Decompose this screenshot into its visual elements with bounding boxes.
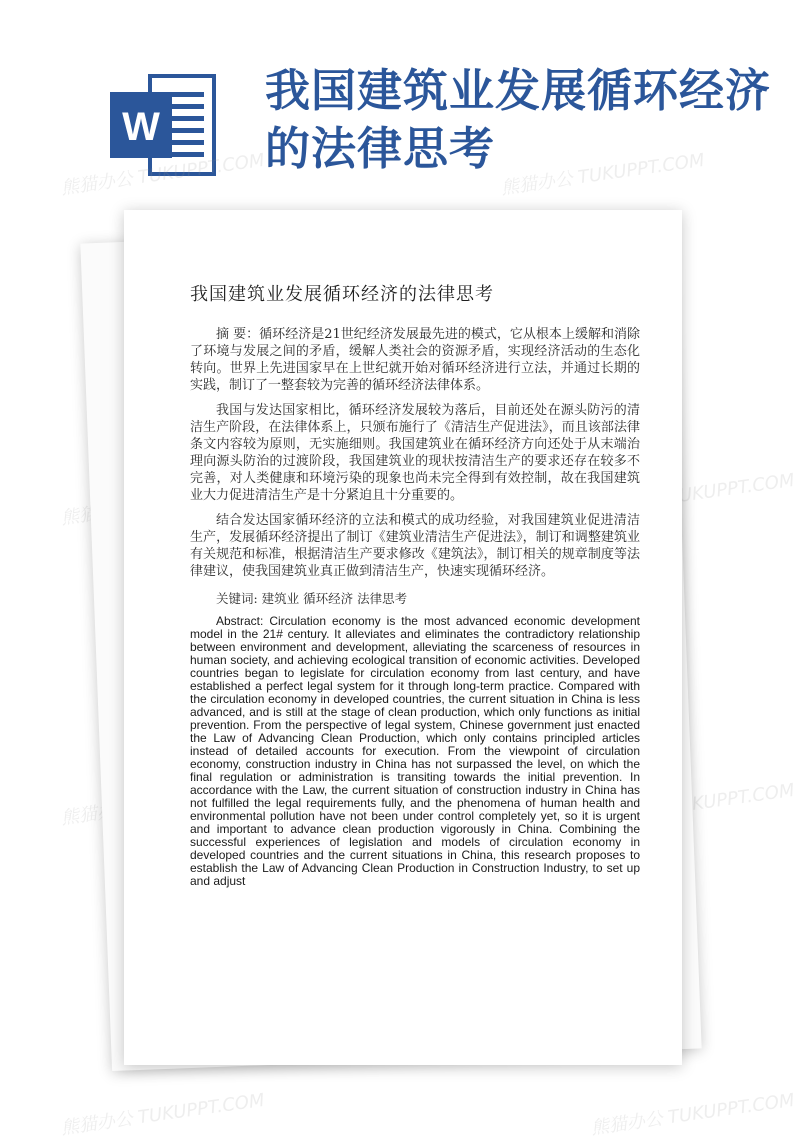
paragraph-zh-3: 结合发达国家循环经济的立法和模式的成功经验，对我国建筑业促进清洁生产，发展循环经济提出了制订《建筑业清洁生产促进法》，制订和调整建筑业有关规范和标准，根据清洁生产要求修改《建筑法》，制订相关的规章制度等法律建议，使我国建筑业真正做到清洁生产，快速实现循环经济。: [190, 513, 640, 579]
banner-title: 我国建筑业发展循环经济的法律思考: [265, 64, 772, 175]
svg-text:W: W: [122, 105, 160, 149]
abstract-en: Abstract: Circulation economy is the most advanced economic development model in the 21# century. It alleviates and eliminates the contradictory relationship between environment and development, alleviating the scarceness of resources in human society, and achieving ecological transition of economic activities. Developed countries began to legislate for circulation economy from last century, and have established a perfect legal system for it through long-term practice. Compared with the circulation economy in developed countries, the current situation in China is less advanced, and is still at the stage of clean production, which only functions as initial prevention. From the perspective of legal system, Chinese government just enacted the Law of Advancing Clean Production, which only contains principled articles instead of detailed accounts for execution. From the viewpoint of circulation economy, construction industry in China has not surpassed the level, on which the final regulation or administration is transiting towards the initial prevention. In accordance with the Law, the current situation of construction industry in China has not fulfilled the legal requirements fully, and the phenomena of human health and environmental pollution have not been under control completely yet, so it is urgent and important to advance clean production vigorously in China. Combining the successful experiences of legislation and models of circulation economy in developed countries and the current situations in China, this research proposes to establish the Law of Advancing Clean Production in Construction Industry, to set up and adjust: [190, 614, 640, 888]
abstract-zh: 摘 要：循环经济是21世纪经济发展最先进的模式，它从根本上缓解和消除了环境与发展之间的矛盾，缓解人类社会的资源矛盾，实现经济活动的生态化转向。世界上先进国家早在上世纪就开始对循环经济进行立法，并通过长期的实践，制订了一整套较为完善的循环经济法律体系。: [190, 327, 640, 393]
watermark: 熊猫办公 TUKUPPT.COM: [59, 1089, 266, 1140]
watermark: 熊猫办公: [59, 168, 134, 200]
watermark: 熊猫办公 TUKUPPT.COM: [589, 469, 796, 520]
watermark: 熊猫办公 TUKUPPT.COM: [589, 779, 796, 830]
watermark: 熊猫办公 TUKUPPT.COM: [589, 1089, 796, 1140]
paragraph-zh-2: 我国与发达国家相比，循环经济发展较为落后，目前还处在源头防污的清洁生产阶段，在法律体系上，只颁布施行了《清洁生产促进法》，而且该部法律条文内容较为原则，无实施细则。我国建筑业在循环经济方向还处于从末端治理向源头防治的过渡阶段，我国建筑业的现状按清洁生产的要求还存在较多不完善，对人类健康和环境污染的现象也尚未完全得到有效控制，故在我国建筑业大力促进清洁生产是十分紧迫且十分重要的。: [190, 403, 640, 503]
document-title: 我国建筑业发展循环经济的法律思考: [190, 284, 494, 305]
watermark: 熊猫办公 TUKUPPT.COM: [499, 149, 706, 200]
keywords-zh: 关键词: 建筑业 循环经济 法律思考: [216, 591, 408, 606]
watermark: 熊猫办公: [59, 798, 134, 830]
document-page: [190, 280, 640, 888]
word-document-icon: [108, 70, 218, 180]
